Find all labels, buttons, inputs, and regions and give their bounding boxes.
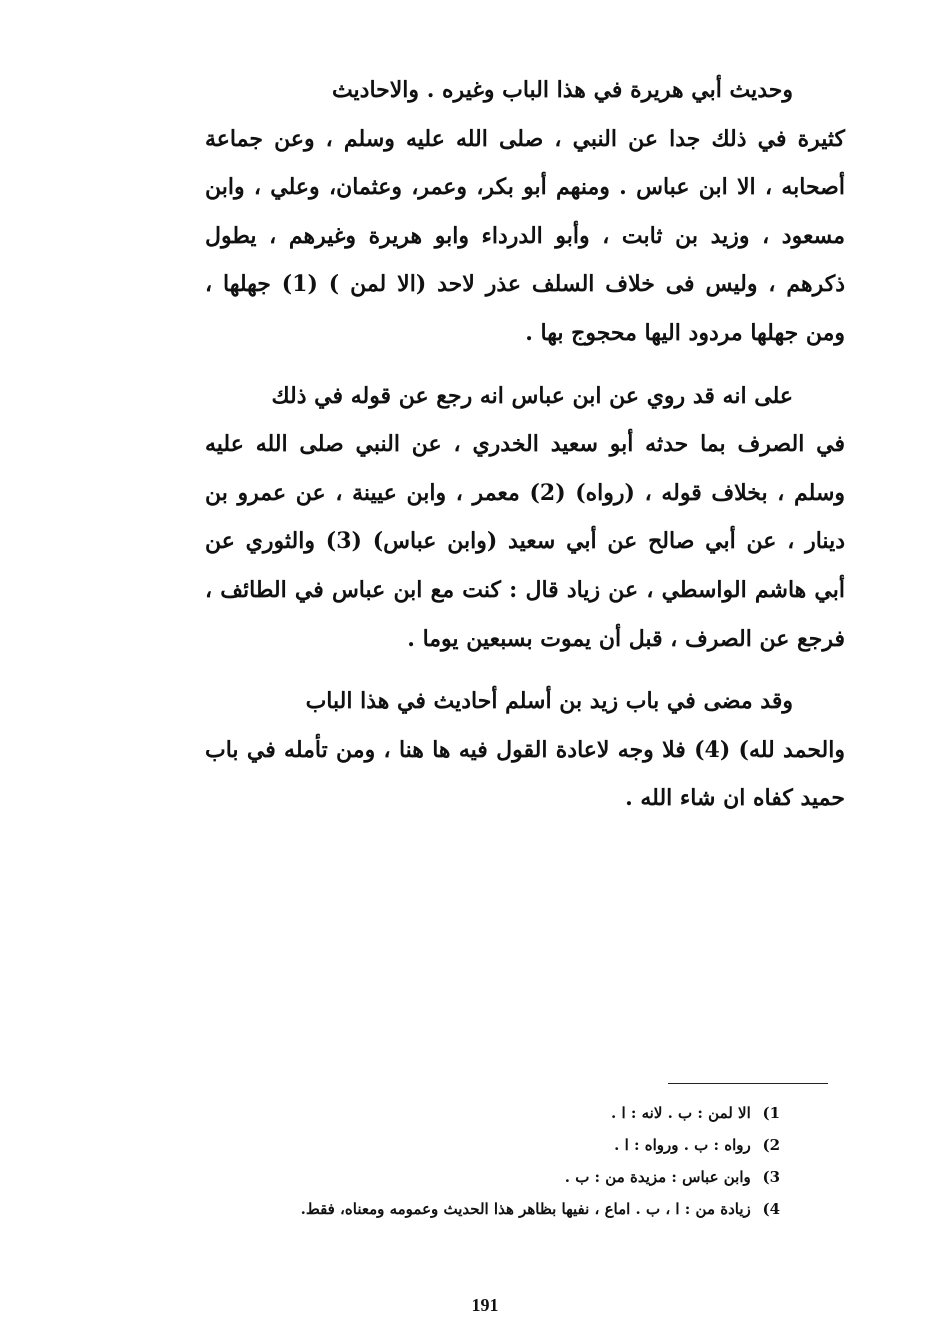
footnote-text: زيادة من : ا ، ب . اماع ، نفيها بظاهر هذا الحديث وعمومه ومعناه، فقط. xyxy=(300,1200,751,1218)
paragraph-1 xyxy=(205,66,845,358)
text-line: عليه وسلم ، بخلاف قوله ، (رواه) (2) معمر ، وابن عيينة ، عن xyxy=(205,431,846,506)
footnote-number: 1) xyxy=(762,1104,780,1122)
text-line: في الصرف بما حدثه أبو سعيد الخدري ، عن النبي صلى الله xyxy=(255,431,845,458)
text-line: عمرو بن دينار ، عن أبي صالح عن أبي سعيد (وابن عباس) (3) xyxy=(205,479,845,555)
footnote xyxy=(180,1193,780,1225)
text-line: لمن ) (1) جهلها ، ومن جهلها مردود اليها محجوج بها . xyxy=(205,271,845,346)
footnote-number: 4) xyxy=(762,1200,780,1218)
text-line: وغيرهم ، يطول ذكرهم ، وليس فى خلاف السلف عذر لاحد (الا xyxy=(205,222,845,298)
footnote xyxy=(180,1161,780,1193)
text-line: والحمد لله) (4) فلا وجه لاعادة القول فيه ها هنا ، ومن تأمله xyxy=(284,736,845,763)
text-line: وعلي ، وابن مسعود ، وزيد بن ثابت ، وأبو الدرداء وابو هريرة xyxy=(205,174,845,249)
text-line: وقد مضى في باب زيد بن أسلم أحاديث في هذا الباب xyxy=(305,688,793,715)
text-line: في باب حميد كفاه ان شاء الله . xyxy=(205,736,845,812)
text-line: وحديث أبي هريرة في هذا الباب وغيره . والاحاديث xyxy=(331,77,793,103)
text-line: على انه قد روي عن ابن عباس انه رجع عن قوله في ذلك xyxy=(271,382,793,409)
text-line: كثيرة في ذلك جدا عن النبي ، صلى الله عليه وسلم ، وعن xyxy=(274,125,845,152)
footnote-text: رواه : ب . ورواه : ا . xyxy=(614,1136,751,1154)
page-number: 191 xyxy=(471,1295,499,1315)
footnote xyxy=(180,1129,780,1161)
footnote-text: وابن عباس : مزيدة من : ب . xyxy=(564,1168,751,1186)
paragraph-3 xyxy=(205,677,845,823)
main-text xyxy=(205,66,845,837)
footnote-divider xyxy=(668,1083,828,1084)
footnote-number: 2) xyxy=(762,1136,780,1154)
footnote-text: الا لمن : ب . لانه : ا . xyxy=(611,1104,751,1122)
text-line: جماعة أصحابه ، الا ابن عباس . ومنهم أبو بكر، وعمر، وعثمان، xyxy=(205,125,845,201)
footnotes xyxy=(180,1097,780,1225)
text-line: ابن عباس في الطائف ، فرجع عن الصرف ، قبل أن يموت xyxy=(205,576,845,652)
text-line: بسبعين يوما . xyxy=(407,625,533,652)
paragraph-2 xyxy=(205,372,845,664)
footnote xyxy=(180,1097,780,1129)
text-line: والثوري عن أبي هاشم الواسطي ، عن زياد قال : كنت مع xyxy=(205,528,845,603)
footnote-number: 3) xyxy=(762,1168,780,1186)
